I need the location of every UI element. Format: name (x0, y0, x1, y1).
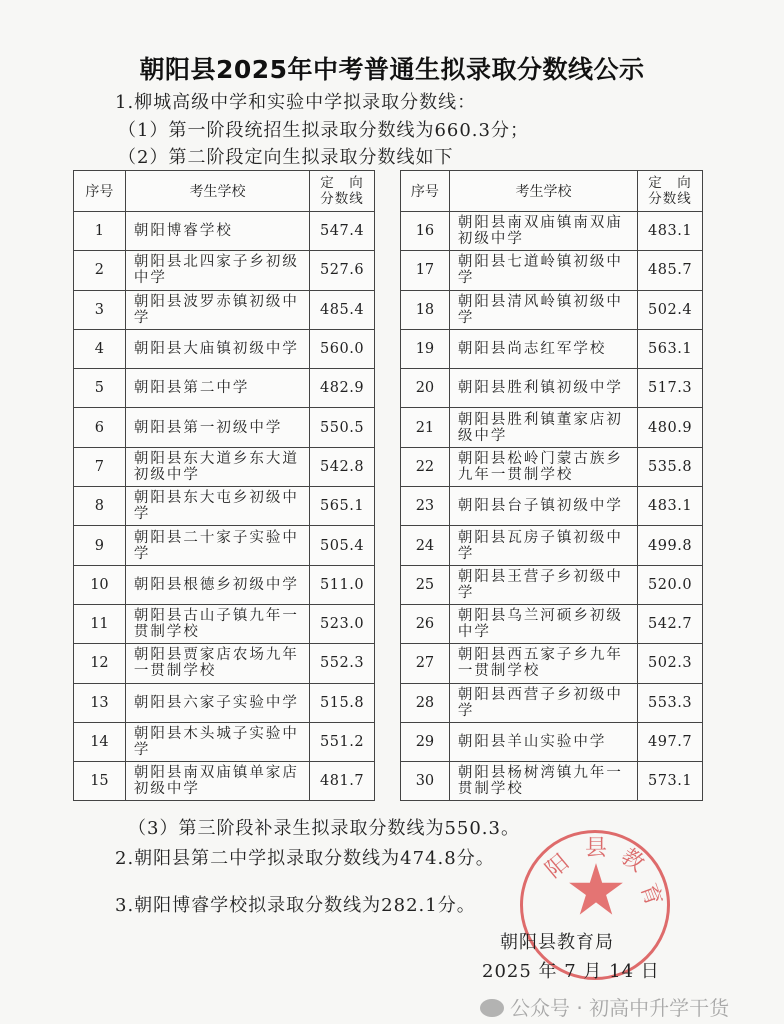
row-school: 朝阳县东大屯乡初级中学 (125, 487, 309, 526)
header-score (310, 171, 375, 212)
row-number: 29 (401, 722, 450, 761)
table-row (74, 526, 375, 565)
row-number: 26 (401, 604, 450, 643)
header-score-line1: 定 向 (320, 175, 364, 191)
row-school: 朝阳县西五家子乡九年一贯制学校 (449, 644, 637, 683)
table-row (74, 408, 375, 447)
row-number: 14 (74, 722, 126, 761)
row-school: 朝阳县胜利镇初级中学 (449, 369, 637, 408)
row-school: 朝阳县乌兰河硕乡初级中学 (449, 604, 637, 643)
row-score: 552.3 (310, 644, 375, 683)
row-score: 560.0 (310, 329, 375, 368)
row-score: 547.4 (310, 212, 375, 251)
row-number: 10 (74, 565, 126, 604)
wechat-icon (480, 999, 504, 1017)
score-table-left (73, 170, 375, 801)
row-score: 485.7 (638, 251, 703, 290)
row-score: 573.1 (638, 762, 703, 801)
seal-char: 教 (616, 844, 649, 878)
table-row (74, 762, 375, 801)
table-row (401, 762, 703, 801)
row-school: 朝阳县木头城子实验中学 (125, 722, 309, 761)
table-row (401, 251, 703, 290)
row-number: 19 (401, 329, 450, 368)
table-row (74, 644, 375, 683)
table-row (74, 212, 375, 251)
row-number: 23 (401, 487, 450, 526)
table-row (401, 722, 703, 761)
header-school: 考生学校 (449, 171, 637, 212)
stage-3-text: （3）第三阶段补录生拟录取分数线为550.3。 (128, 818, 520, 839)
row-score: 502.3 (638, 644, 703, 683)
table-row (74, 369, 375, 408)
row-score: 483.1 (638, 212, 703, 251)
row-number: 7 (74, 447, 126, 486)
row-school: 朝阳县尚志红军学校 (449, 329, 637, 368)
row-score: 527.6 (310, 251, 375, 290)
row-score: 535.8 (638, 447, 703, 486)
issue-date: 2025 年 7 月 14 日 (482, 961, 660, 982)
section-3-text: 3.朝阳博睿学校拟录取分数线为282.1分。 (115, 895, 476, 916)
row-number: 22 (401, 447, 450, 486)
row-school: 朝阳县北四家子乡初级中学 (125, 251, 309, 290)
row-school: 朝阳县王营子乡初级中学 (449, 565, 637, 604)
table-row (74, 487, 375, 526)
row-school: 朝阳博睿学校 (125, 212, 309, 251)
row-score: 485.4 (310, 290, 375, 329)
row-number: 5 (74, 369, 126, 408)
row-score: 523.0 (310, 604, 375, 643)
row-score: 542.7 (638, 604, 703, 643)
row-score: 502.4 (638, 290, 703, 329)
row-score: 511.0 (310, 565, 375, 604)
row-school: 朝阳县南双庙镇单家店初级中学 (125, 762, 309, 801)
row-school: 朝阳县大庙镇初级中学 (125, 329, 309, 368)
row-score: 563.1 (638, 329, 703, 368)
row-number: 21 (401, 408, 450, 447)
row-school: 朝阳县波罗赤镇初级中学 (125, 290, 309, 329)
row-school: 朝阳县杨树湾镇九年一贯制学校 (449, 762, 637, 801)
table-row (401, 329, 703, 368)
table-row (401, 487, 703, 526)
seal-char: 县 (585, 836, 608, 861)
table-header-row (401, 171, 703, 212)
row-score: 505.4 (310, 526, 375, 565)
row-number: 4 (74, 329, 126, 368)
row-number: 12 (74, 644, 126, 683)
row-number: 16 (401, 212, 450, 251)
page-title: 朝阳县2025年中考普通生拟录取分数线公示 (139, 55, 645, 84)
table-row (74, 251, 375, 290)
star-icon (568, 863, 624, 917)
row-number: 1 (74, 212, 126, 251)
row-school: 朝阳县台子镇初级中学 (449, 487, 637, 526)
row-number: 2 (74, 251, 126, 290)
table-row (74, 722, 375, 761)
row-school: 朝阳县根德乡初级中学 (125, 565, 309, 604)
table-row (74, 447, 375, 486)
row-score: 483.1 (638, 487, 703, 526)
stage-2-text: （2）第二阶段定向生拟录取分数线如下 (118, 147, 454, 168)
table-row (401, 565, 703, 604)
row-score: 551.2 (310, 722, 375, 761)
row-school: 朝阳县清风岭镇初级中学 (449, 290, 637, 329)
row-school: 朝阳县第二中学 (125, 369, 309, 408)
header-score (638, 171, 703, 212)
header-score-line2: 分数线 (648, 191, 692, 207)
row-number: 18 (401, 290, 450, 329)
row-score: 553.3 (638, 683, 703, 722)
seal-char: 阳 (541, 849, 575, 884)
row-school: 朝阳县松岭门蒙古族乡九年一贯制学校 (449, 447, 637, 486)
row-school: 朝阳县瓦房子镇初级中学 (449, 526, 637, 565)
table-row (401, 369, 703, 408)
table-row (401, 604, 703, 643)
stage-1-text: （1）第一阶段统招生拟录取分数线为660.3分； (118, 120, 529, 141)
row-number: 20 (401, 369, 450, 408)
table-row (401, 526, 703, 565)
table-row (401, 290, 703, 329)
row-school: 朝阳县东大道乡东大道初级中学 (125, 447, 309, 486)
row-score: 481.7 (310, 762, 375, 801)
row-number: 6 (74, 408, 126, 447)
table-row (401, 683, 703, 722)
row-school: 朝阳县贾家店农场九年一贯制学校 (125, 644, 309, 683)
header-no: 序号 (74, 171, 126, 212)
table-row (74, 565, 375, 604)
section-2-text: 2.朝阳县第二中学拟录取分数线为474.8分。 (115, 848, 495, 869)
row-school: 朝阳县羊山实验中学 (449, 722, 637, 761)
header-score-line2: 分数线 (320, 191, 364, 207)
section-1-heading: 1.柳城高级中学和实验中学拟录取分数线： (115, 92, 477, 113)
watermark (480, 996, 729, 1020)
row-number: 24 (401, 526, 450, 565)
row-score: 480.9 (638, 408, 703, 447)
row-number: 11 (74, 604, 126, 643)
table-row (74, 604, 375, 643)
table-row (74, 329, 375, 368)
row-number: 3 (74, 290, 126, 329)
row-number: 25 (401, 565, 450, 604)
row-score: 542.8 (310, 447, 375, 486)
table-row (74, 683, 375, 722)
row-score: 550.5 (310, 408, 375, 447)
row-school: 朝阳县古山子镇九年一贯制学校 (125, 604, 309, 643)
header-score-line1: 定 向 (648, 175, 692, 191)
row-number: 27 (401, 644, 450, 683)
table-row (401, 408, 703, 447)
row-score: 565.1 (310, 487, 375, 526)
row-score: 517.3 (638, 369, 703, 408)
header-no: 序号 (401, 171, 450, 212)
official-seal (520, 830, 670, 980)
row-number: 30 (401, 762, 450, 801)
watermark-text: 公众号 · 初高中升学干货 (510, 996, 730, 1020)
row-number: 9 (74, 526, 126, 565)
row-school: 朝阳县六家子实验中学 (125, 683, 309, 722)
header-school: 考生学校 (125, 171, 309, 212)
row-number: 8 (74, 487, 126, 526)
row-score: 499.8 (638, 526, 703, 565)
score-table-right (400, 170, 703, 801)
row-school: 朝阳县胜利镇董家店初级中学 (449, 408, 637, 447)
table-row (74, 290, 375, 329)
row-score: 497.7 (638, 722, 703, 761)
row-school: 朝阳县二十家子实验中学 (125, 526, 309, 565)
table-row (401, 447, 703, 486)
row-school: 朝阳县第一初级中学 (125, 408, 309, 447)
row-score: 515.8 (310, 683, 375, 722)
row-school: 朝阳县西营子乡初级中学 (449, 683, 637, 722)
issuer: 朝阳县教育局 (500, 932, 614, 953)
row-number: 13 (74, 683, 126, 722)
table-header-row (74, 171, 375, 212)
row-school: 朝阳县七道岭镇初级中学 (449, 251, 637, 290)
row-number: 28 (401, 683, 450, 722)
row-score: 482.9 (310, 369, 375, 408)
table-row (401, 212, 703, 251)
seal-char: 育 (634, 880, 666, 910)
row-score: 520.0 (638, 565, 703, 604)
table-row (401, 644, 703, 683)
row-school: 朝阳县南双庙镇南双庙初级中学 (449, 212, 637, 251)
row-number: 17 (401, 251, 450, 290)
row-number: 15 (74, 762, 126, 801)
